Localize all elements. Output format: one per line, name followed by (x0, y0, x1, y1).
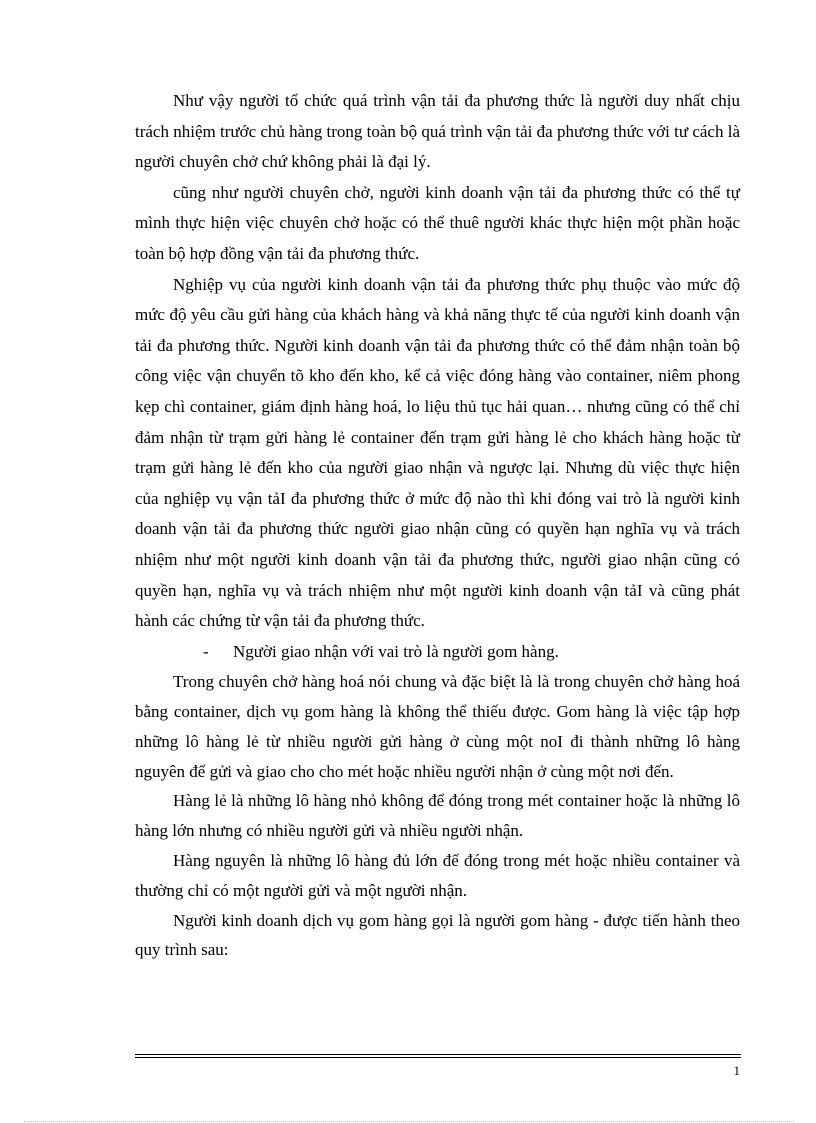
paragraph-fcl: Hàng nguyên là những lô hàng đủ lớn để đóng trong mét hoặc nhiều container và thường chỉ có một người gửi và một người nhận. (135, 851, 740, 900)
paragraph-procedure: Người kinh doanh dịch vụ gom hàng gọi là người gom hàng - được tiến hành theo quy trình sau: (135, 910, 740, 960)
footer-divider (135, 1054, 741, 1058)
bullet-marker: - (203, 641, 209, 661)
page-bottom-border (24, 1121, 794, 1122)
paragraph-operations: Nghiệp vụ của người kinh doanh vận tải đa phương thức phụ thuộc vào mức độ mức độ yêu cầu gửi hàng của khách hàng và khả năng thực tế của người kinh doanh vận tải đa phương thức. Người kinh doanh vận tải đa phương thức có thể đảm nhận toàn bộ công việc vận chuyển tõ kho đến kho, kể cả việc đóng hàng vào container, niêm phong kẹp chì container, giám định hàng hoá, lo liệu thủ tục hải quan… nhưng cũng có thể chỉ đảm nhận từ trạm gửi hàng lẻ container đến trạm gửi hàng lẻ cho khách hàng hoặc từ trạm gửi hàng lẻ đến kho của người giao nhận và ngược lại. Nhưng dù việc thực hiện của nghiệp vụ vận tảI đa phương thức ở mức độ nào thì khi đóng vai trò là người kinh doanh vận tải đa phương thức người giao nhận cũng có quyền hạn nghĩa vụ và trách nhiệm như một người kinh doanh vận tải đa phương thức, người giao nhận cũng có quyền hạn, nghĩa vụ và trách nhiệm như một người kinh doanh vận tảI và cũng phát hành các chứng từ vận tải đa phương thức. (135, 274, 740, 631)
bullet-text: Người giao nhận với vai trò là người gom hàng. (233, 641, 559, 661)
document-body (135, 86, 740, 965)
paragraph-intro: Như vậy người tổ chức quá trình vận tải đa phương thức là người duy nhất chịu trách nhiệm trước chủ hàng trong toàn bộ quá trình vận tải đa phương thức với tư cách là người chuyên chở chứ không phải là đại lý. (135, 91, 740, 172)
paragraph-carrier: cũng như người chuyên chở, người kinh doanh vận tải đa phương thức có thể tự mình thực hiện việc chuyên chở hoặc có thể thuê người khác thực hiện một phần hoặc toàn bộ hợp đồng vận tải đa phương thức. (135, 182, 740, 263)
page-number: 1 (733, 1063, 740, 1078)
bullet-item (135, 637, 740, 668)
paragraph-consolidation: Trong chuyên chở hàng hoá nói chung và đặc biệt là là trong chuyên chở hàng hoá bằng container, dịch vụ gom hàng là không thể thiếu được. Gom hàng là việc tập hợp những lô hàng lẻ từ nhiều người gửi hàng ở cùng một noI đi thành những lô hàng nguyên để gửi và giao cho cho mét hoặc nhiều người nhận ở cùng một nơi đến. (135, 672, 740, 781)
paragraph-lcl: Hàng lẻ là những lô hàng nhỏ không để đóng trong mét container hoặc là những lô hàng lớn nhưng có nhiều người gửi và nhiều người nhận. (135, 791, 740, 841)
